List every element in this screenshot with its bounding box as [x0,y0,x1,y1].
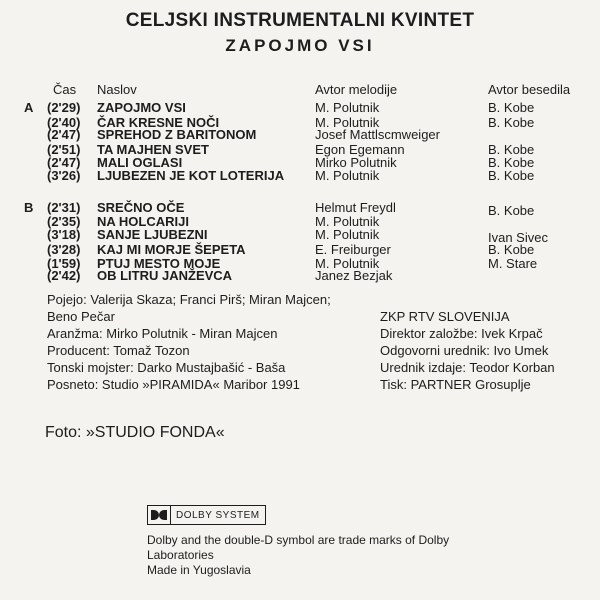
track-melody-author: Janez Bezjak [315,268,393,283]
credit-line: Urednik izdaje: Teodor Korban [380,360,555,375]
track-melody-author: Helmut Freydl [315,200,396,215]
track-title: ZAPOJMO VSI [97,100,186,115]
performer-credits [47,291,331,393]
track-lyrics-author: B. Kobe [488,100,535,115]
track-time: (1'59) [47,256,81,271]
credit-line: Tonski mojster: Darko Mustajbašić - Baša [47,360,286,375]
track-melody-author: M. Polutnik [315,256,380,271]
track-time: (2'40) [47,115,81,130]
track-title: PTUJ MESTO MOJE [97,256,221,271]
track-melody-author: M. Polutnik [315,168,380,183]
track-lyrics-author: Ivan Sivec [488,230,548,245]
col-header-melody: Avtor melodije [315,82,398,97]
track-melody-author: Mirko Polutnik [315,155,397,170]
track-title: LJUBEZEN JE KOT LOTERIJA [97,168,285,183]
track-time: (2'31) [47,200,81,215]
credit-line: Producent: Tomaž Tozon [47,343,190,358]
track-title: NA HOLCARIJI [97,214,189,229]
note-line: Made in Yugoslavia [147,563,251,577]
dolby-badge [147,505,266,525]
credit-line: Odgovorni urednik: Ivo Umek [380,343,549,358]
credit-line: Tisk: PARTNER Grosuplje [380,377,531,392]
track-melody-author: E. Freiburger [315,242,391,257]
track-row [0,168,600,186]
track-title: ČAR KRESNE NOČI [97,115,220,130]
side-a-label: A [24,100,34,115]
track-row [0,268,600,286]
dolby-trademark-note [147,533,449,578]
track-title: MALI OGLASI [97,155,183,170]
credit-line: Pojejo: Valerija Skaza; Franci Pirš; Miran Majcen; [47,292,331,307]
track-time: (3'28) [47,242,81,257]
track-title: TA MAJHEN SVET [97,142,209,157]
note-line: Dolby and the double-D symbol are trade marks of Dolby [147,533,450,547]
track-melody-author: Josef Mattlscmweiger [315,127,440,142]
credit-line: Aranžma: Mirko Polutnik - Miran Majcen [47,326,278,341]
track-melody-author: Egon Egemann [315,142,405,157]
col-header-title: Naslov [97,82,137,97]
publisher-credits [380,308,555,393]
track-time: (3'18) [47,227,81,242]
side-b-label: B [24,200,34,215]
track-lyrics-author: B. Kobe [488,142,535,157]
track-time: (2'51) [47,142,81,157]
credit-line: ZKP RTV SLOVENIJA [380,309,510,324]
credit-line: Posneto: Studio »PIRAMIDA« Maribor 1991 [47,377,300,392]
track-time: (2'35) [47,214,81,229]
note-line: Laboratories [147,548,214,562]
artist-title: CELJSKI INSTRUMENTALNI KVINTET [125,10,475,31]
track-melody-author: M. Polutnik [315,100,380,115]
credit-line: Direktor založbe: Ivek Krpač [380,326,543,341]
track-title: SPREHOD Z BARITONOM [97,127,257,142]
dolby-double-d-icon [148,506,171,524]
track-title: KAJ MI MORJE ŠEPETA [97,242,246,257]
track-lyrics-author: B. Kobe [488,155,535,170]
track-time: (2'29) [47,100,81,115]
credit-line: Beno Pečar [47,309,115,324]
track-lyrics-author: B. Kobe [488,242,535,257]
track-time: (3'26) [47,168,81,183]
dolby-system-label: DOLBY SYSTEM [176,509,260,521]
photo-credit: Foto: »STUDIO FONDA« [45,424,225,441]
track-lyrics-author: B. Kobe [488,203,535,218]
col-header-time: Čas [53,82,77,97]
track-title: SANJE LJUBEZNI [97,227,208,242]
track-time: (2'42) [47,268,81,283]
track-time: (2'47) [47,155,81,170]
track-lyrics-author: M. Stare [488,256,538,271]
album-title: ZAPOJMO VSI [225,36,375,55]
track-title: SREČNO OČE [97,200,185,215]
track-lyrics-author: B. Kobe [488,115,535,130]
track-melody-author: M. Polutnik [315,115,380,130]
track-lyrics-author: B. Kobe [488,168,535,183]
track-melody-author: M. Polutnik [315,227,380,242]
track-melody-author: M. Polutnik [315,214,380,229]
track-title: OB LITRU JANŽEVCA [97,268,233,283]
col-header-lyrics: Avtor besedila [488,82,571,97]
track-time: (2'47) [47,127,81,142]
